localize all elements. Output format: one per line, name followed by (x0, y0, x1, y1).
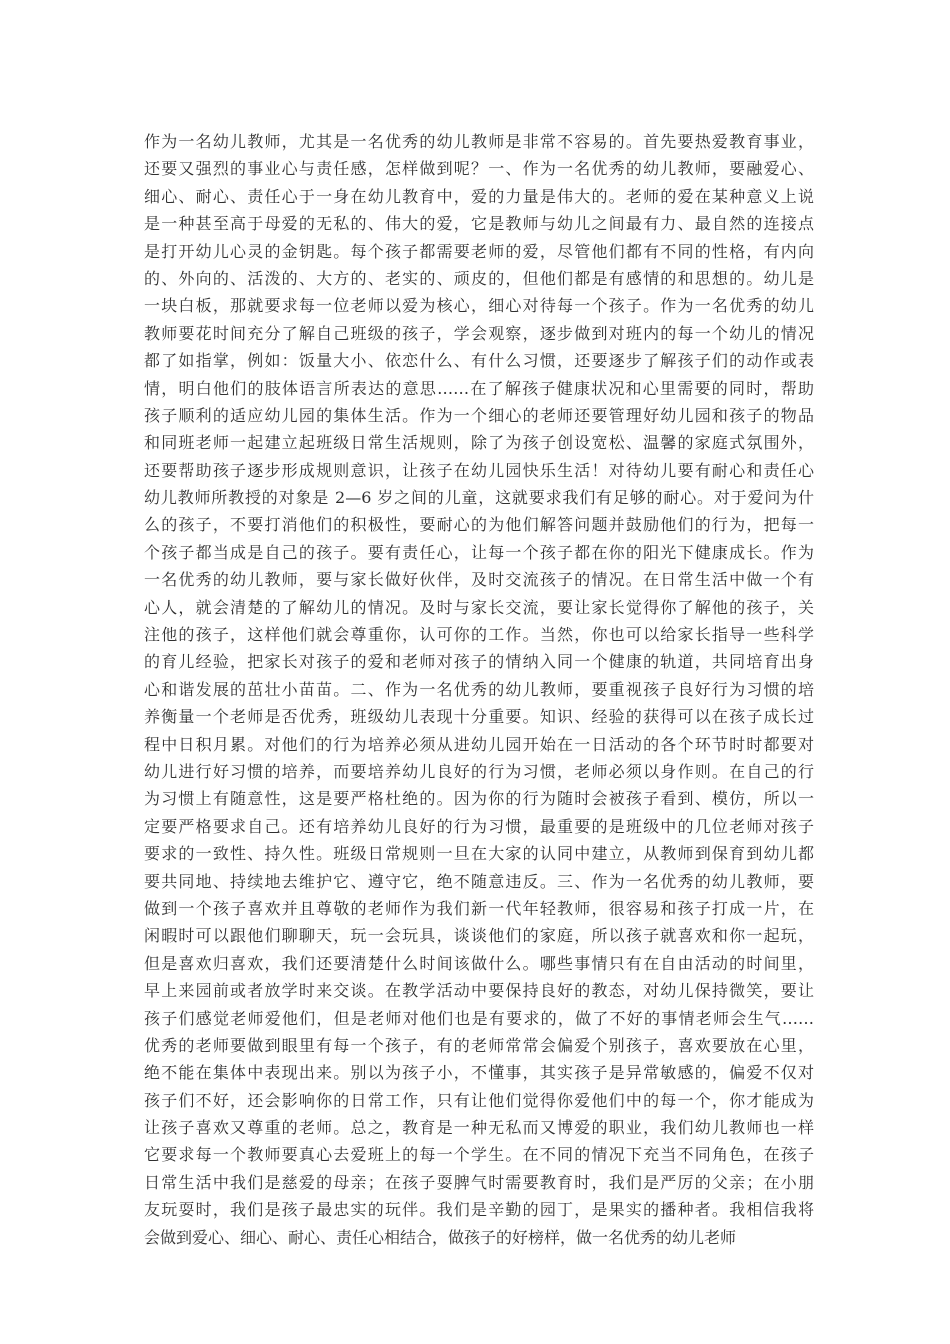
text-line: 么的孩子，不要打消他们的积极性，要耐心的为他们解答问题并鼓励他们的行为，把每一 (144, 515, 814, 535)
text-line: 孩子们感觉老师爱他们，但是老师对他们也是有要求的，做了不好的事情老师会生气…… (144, 1008, 814, 1028)
text-line: 心和谐发展的茁壮小苗苗。二、作为一名优秀的幼儿教师，要重视孩子良好行为习惯的培 (144, 679, 814, 699)
text-line: 的、外向的、活泼的、大方的、老实的、顽皮的，但他们都是有感情的和思想的。幼儿是 (144, 268, 814, 288)
text-line: 日常生活中我们是慈爱的母亲；在孩子耍脾气时需要教育时，我们是严厉的父亲；在小朋 (144, 1172, 814, 1192)
text-line: 会做到爱心、细心、耐心、责任心相结合，做孩子的好榜样，做一名优秀的幼儿老师 (144, 1227, 737, 1247)
text-line: 还要帮助孩子逐步形成规则意识，让孩子在幼儿园快乐生活！对待幼儿要有耐心和责任心 (144, 460, 814, 480)
text-line: 要求的一致性、持久性。班级日常规则一旦在大家的认同中建立，从教师到保育到幼儿都 (144, 844, 814, 864)
text-line: 教师要花时间充分了解自己班级的孩子，学会观察，逐步做到对班内的每一个幼儿的情况 (144, 323, 814, 343)
text-line: 的育儿经验，把家长对孩子的爱和老师对孩子的情纳入同一个健康的轨道，共同培育出身 (144, 652, 814, 672)
text-line: 为习惯上有随意性，这是要严格杜绝的。因为你的行为随时会被孩子看到、模仿，所以一 (144, 789, 814, 809)
text-line: 养衡量一个老师是否优秀，班级幼儿表现十分重要。知识、经验的获得可以在孩子成长过 (144, 707, 814, 727)
text-line: 个孩子都当成是自己的孩子。要有责任心，让每一个孩子都在你的阳光下健康成长。作为 (144, 542, 814, 562)
text-line: 让孩子喜欢又尊重的老师。总之，教育是一种无私而又博爱的职业，我们幼儿教师也一样 (144, 1118, 814, 1138)
text-line: 都了如指掌，例如：饭量大小、依恋什么、有什么习惯，还要逐步了解孩子们的动作或表 (144, 351, 814, 371)
text-line: 和同班老师一起建立起班级日常生活规则，除了为孩子创设宽松、温馨的家庭式氛围外， (144, 433, 814, 453)
text-line: 一名优秀的幼儿教师，要与家长做好伙伴，及时交流孩子的情况。在日常生活中做一个有 (144, 570, 814, 590)
text-line: 绝不能在集体中表现出来。别以为孩子小，不懂事，其实孩子是异常敏感的，偏爱不仅对 (144, 1063, 814, 1083)
essay-body (144, 128, 814, 1251)
text-line: 情，明白他们的肢体语言所表达的意思……在了解孩子健康状况和心里需要的同时，帮助 (144, 378, 814, 398)
text-line: 它要求每一个教师要真心去爱班上的每一个学生。在不同的情况下充当不同角色，在孩子 (144, 1145, 814, 1165)
text-line: 定要严格要求自己。还有培养幼儿良好的行为习惯，最重要的是班级中的几位老师对孩子 (144, 816, 814, 836)
text-line: 还要又强烈的事业心与责任感，怎样做到呢？一、作为一名优秀的幼儿教师，要融爱心、 (144, 159, 814, 179)
text-line: 但是喜欢归喜欢，我们还要清楚什么时间该做什么。哪些事情只有在自由活动的时间里， (144, 953, 814, 973)
text-line: 细心、耐心、责任心于一身在幼儿教育中，爱的力量是伟大的。老师的爱在某种意义上说 (144, 186, 814, 206)
text-line: 注他的孩子，这样他们就会尊重你，认可你的工作。当然，你也可以给家长指导一些科学 (144, 625, 814, 645)
text-line: 孩子们不好，还会影响你的日常工作，只有让他们觉得你爱他们中的每一个，你才能成为 (144, 1090, 814, 1110)
text-line: 孩子顺利的适应幼儿园的集体生活。作为一个细心的老师还要管理好幼儿园和孩子的物品 (144, 405, 814, 425)
text-line: 闲暇时可以跟他们聊聊天，玩一会玩具，谈谈他们的家庭，所以孩子就喜欢和你一起玩， (144, 926, 814, 946)
text-line: 程中日积月累。对他们的行为培养必须从进幼儿园开始在一日活动的各个环节时时都要对 (144, 734, 814, 754)
text-line: 是一种甚至高于母爱的无私的、伟大的爱，它是教师与幼儿之间最有力、最自然的连接点 (144, 214, 814, 234)
text-line: 友玩耍时，我们是孩子最忠实的玩伴。我们是辛勤的园丁，是果实的播种者。我相信我将 (144, 1200, 814, 1220)
text-line: 幼儿教师所教授的对象是 2—6 岁之间的儿童，这就要求我们有足够的耐心。对于爱问为什 (144, 488, 814, 508)
text-line: 作为一名幼儿教师，尤其是一名优秀的幼儿教师是非常不容易的。首先要热爱教育事业， (144, 132, 814, 151)
text-line: 要共同地、持续地去维护它、遵守它，绝不随意违反。三、作为一名优秀的幼儿教师，要 (144, 871, 814, 891)
text-line: 是打开幼儿心灵的金钥匙。每个孩子都需要老师的爱，尽管他们都有不同的性格，有内向 (144, 241, 814, 261)
text-line: 优秀的老师要做到眼里有每一个孩子，有的老师常常会偏爱个别孩子，喜欢要放在心里， (144, 1035, 814, 1055)
text-line: 做到一个孩子喜欢并且尊敬的老师作为我们新一代年轻教师，很容易和孩子打成一片，在 (144, 898, 814, 918)
text-line: 幼儿进行好习惯的培养，而要培养幼儿良好的行为习惯，老师必须以身作则。在自己的行 (144, 761, 814, 781)
text-line: 一块白板，那就要求每一位老师以爱为核心，细心对待每一个孩子。作为一名优秀的幼儿 (144, 296, 814, 316)
text-line: 心人，就会清楚的了解幼儿的情况。及时与家长交流，要让家长觉得你了解他的孩子，关 (144, 597, 814, 617)
text-line: 早上来园前或者放学时来交谈。在教学活动中要保持良好的教态，对幼儿保持微笑，要让 (144, 981, 814, 1001)
